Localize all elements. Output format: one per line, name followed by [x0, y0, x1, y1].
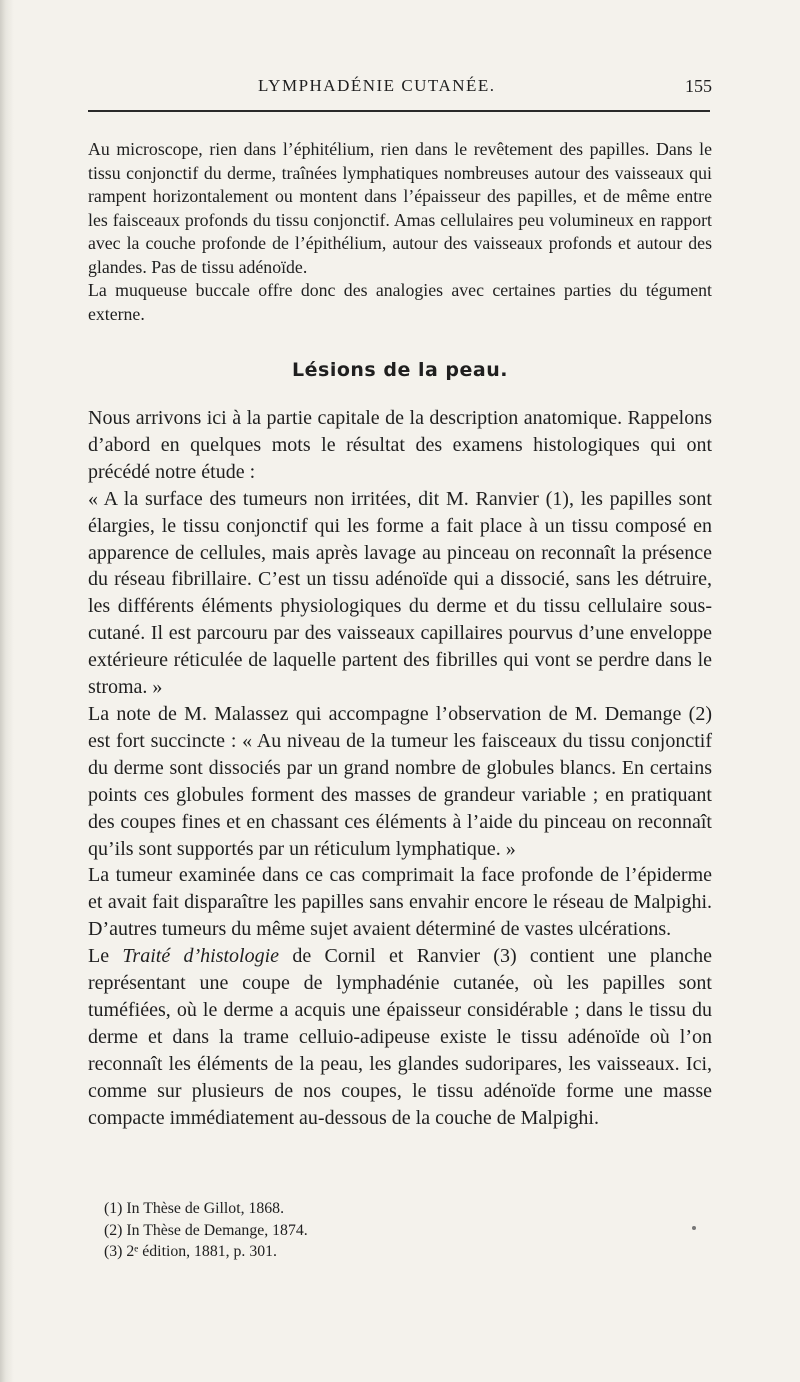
paragraph: Nous arrivons ici à la partie capitale de la description anatomique. Rappelons d’abord en quelques mots le résultat des examens histologiques qui ont précédé notre étude :	[88, 407, 712, 483]
text-run: Le	[88, 945, 123, 968]
section-heading: Lésions de la peau.	[292, 359, 508, 381]
footnotes	[104, 1198, 704, 1263]
section-muqueuse	[88, 138, 712, 326]
quote-ranvier: « A la surface des tumeurs non irritées, dit M. Ranvier (1), les papilles sont élargies, le tissu conjonctif qui les forme a fait place à un tissu composé en apparence de cellules, mais après lavage au pinceau on reconnaît la présence du réseau fibrillaire. C’est un tissu adénoïde qui a dissocié, sans les détruire, les différents éléments physiologiques du derme et du tissu cellulaire sous-cutané. Il est parcouru par des vaisseaux capillaires pourvus d’une enveloppe extérieure réticulée de laquelle partent des fibrilles qui vont se perdre dans le stroma. »	[88, 487, 712, 699]
paragraph: La muqueuse buccale offre donc des analogies avec certaines parties du tégument externe.	[88, 280, 712, 324]
text-run: de Cornil et Ranvier (3) contient une planche représentant une coupe de lymphadénie cutanée, où les papilles sont tuméfiées, où le derme a acquis une épaisseur considérable ; dans le tissu du derme et dans la trame celluio-adipeuse existe le tissu adénoïde où l’on reconnaît les éléments de la peau, les glandes sudoripares, les vaisseaux. Ici, comme sur plusieurs de nos coupes, le tissu adénoïde forme une masse compacte immédiatement au-dessous de la couche de Malpighi.	[88, 945, 713, 1129]
header-rule	[88, 110, 710, 112]
footnote: (2) In Thèse de Demange, 1874.	[104, 1221, 308, 1239]
paragraph: La note de M. Malassez qui accompagne l’observation de M. Demange (2) est fort succincte : « Au niveau de la tumeur les faisceaux du tissu conjonctif du derme sont dissociés par un grand nombre de globules blancs. En certains points ces globules forment des masses de grandeur variable ; en pratiquant des coupes fines et en chassant ces éléments à l’aide du pinceau on reconnaît qu’ils sont supportés par un réticulum lymphatique. »	[88, 702, 712, 860]
footnote: (3) 2ᵉ édition, 1881, p. 301.	[104, 1243, 277, 1261]
footnote: (1) In Thèse de Gillot, 1868.	[104, 1200, 285, 1217]
paragraph	[88, 943, 712, 1131]
section-lesions	[88, 405, 712, 1131]
paper-speck	[692, 1226, 696, 1230]
page-gutter-shadow	[0, 0, 14, 1382]
book-title: Traité d’histologie	[122, 945, 280, 968]
page-header	[88, 76, 712, 98]
running-head: LYMPHADÉNIE CUTANÉE.	[258, 76, 496, 95]
paragraph: Au microscope, rien dans l’éphitélium, rien dans le revêtement des papilles. Dans le tissu conjonctif du derme, traînées lymphatiques nombreuses autour des vaisseaux qui rampent horizontalement ou montent dans l’épaisseur des papilles, et de même entre les faisceaux profonds du tissu conjonctif. Amas cellulaires peu volumineux en rapport avec la couche profonde de l’épithélium, autour des vaisseaux profonds et autour des glandes. Pas de tissu adénoïde.	[88, 139, 712, 277]
page-number: 155	[685, 76, 712, 96]
paragraph: La tumeur examinée dans ce cas comprimait la face profonde de l’épiderme et avait fait disparaître les papilles sans envahir encore le réseau de Malpighi. D’autres tumeurs du même sujet avaient déterminé de vastes ulcérations.	[88, 864, 712, 941]
